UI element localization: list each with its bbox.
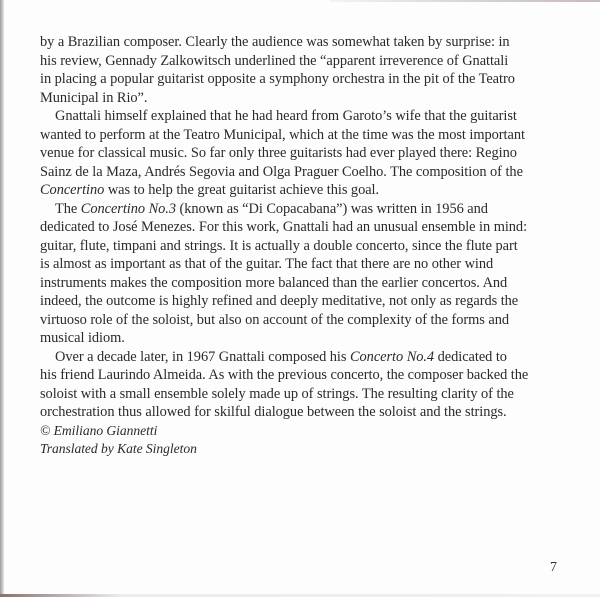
author-credit: © Emiliano Giannetti <box>40 422 158 438</box>
italic-title: Concerto No.4 <box>349 348 435 365</box>
text-run: instruments makes the composition more balanced than the earlier concertos. And <box>40 274 508 291</box>
text-run: soloist with a small ensemble solely made up of strings. The resulting clarity of the <box>40 385 514 402</box>
text-run: was to help the great guitarist achieve this goal. <box>104 182 380 198</box>
text-line <box>40 126 560 145</box>
text-run: his friend Laurindo Almeida. As with the previous concerto, the composer backed the <box>40 367 529 383</box>
text-line <box>40 292 560 311</box>
text-run: (known as “Di Copacabana”) was written in 1956 and <box>175 200 488 217</box>
paragraph <box>40 107 560 200</box>
text-line <box>40 274 560 293</box>
translator-credit: Translated by Kate Singleton <box>40 441 197 456</box>
text-line <box>40 366 560 385</box>
text-run: musical idiom. <box>40 330 125 346</box>
text-run: indeed, the outcome is highly refined and deeply meditative, not only as regards the <box>40 293 519 309</box>
text-line <box>40 181 560 200</box>
body-text <box>40 33 560 459</box>
text-line <box>40 144 560 163</box>
page-number: 7 <box>550 560 557 575</box>
text-run: Over a decade later, in 1967 Gnattali composed his <box>55 348 350 365</box>
text-line <box>40 403 560 422</box>
text-line <box>40 311 560 330</box>
text-line <box>40 163 560 182</box>
paragraph <box>40 33 560 107</box>
text-run: orchestration thus allowed for skilful dialogue between the soloist and the strings. <box>40 404 507 420</box>
paragraph <box>40 200 560 348</box>
text-line <box>40 329 560 348</box>
italic-title: Concertino <box>40 182 105 198</box>
text-run: in placing a popular guitarist opposite a symphony orchestra in the pit of the Teatro <box>40 71 515 87</box>
text-run: is almost as important as that of the guitar. The fact that there are no other wind <box>40 256 494 272</box>
text-line <box>40 255 560 274</box>
text-run: by a Brazilian composer. Clearly the audience was somewhat taken by surprise: in <box>40 34 510 50</box>
paragraph <box>40 348 560 422</box>
text-line <box>40 107 560 126</box>
italic-title: Concertino No.3 <box>80 200 176 217</box>
text-line <box>40 89 560 108</box>
text-run: guitar, flute, timpani and strings. It is actually a double concerto, since the flute part <box>40 237 518 254</box>
page-edge-shadow-top <box>330 0 600 2</box>
text-line <box>40 200 560 219</box>
text-line <box>40 52 560 71</box>
text-run: his review, Gennady Zalkowitsch underlined the “apparent irreverence of Gnattali <box>40 52 509 69</box>
text-line <box>40 237 560 256</box>
text-line <box>40 70 560 89</box>
text-run: Municipal in Rio”. <box>40 89 148 106</box>
text-line <box>40 33 560 52</box>
text-run: dedicated to José Menezes. For this work, Gnattali had an unusual ensemble in mind: <box>40 219 528 235</box>
text-run: venue for classical music. So far only three guitarists had ever played there: Regino <box>40 145 517 161</box>
text-line <box>40 385 560 404</box>
paragraphs <box>40 33 560 422</box>
page-edge-shadow-left <box>0 0 4 597</box>
text-run: The <box>55 200 81 217</box>
credits <box>40 422 560 459</box>
text-run: Gnattali himself explained that he had heard from Garoto’s wife that the guitarist <box>55 108 517 124</box>
text-run: Sainz de la Maza, Andrés Segovia and Olga Praguer Coelho. The composition of the <box>40 163 523 180</box>
text-run: virtuoso role of the soloist, but also on account of the complexity of the forms and <box>40 311 509 328</box>
text-run: wanted to perform at the Teatro Municipal, which at the time was the most important <box>40 126 525 143</box>
text-run: dedicated to <box>434 348 507 365</box>
text-line <box>40 218 560 237</box>
text-line <box>40 348 560 367</box>
